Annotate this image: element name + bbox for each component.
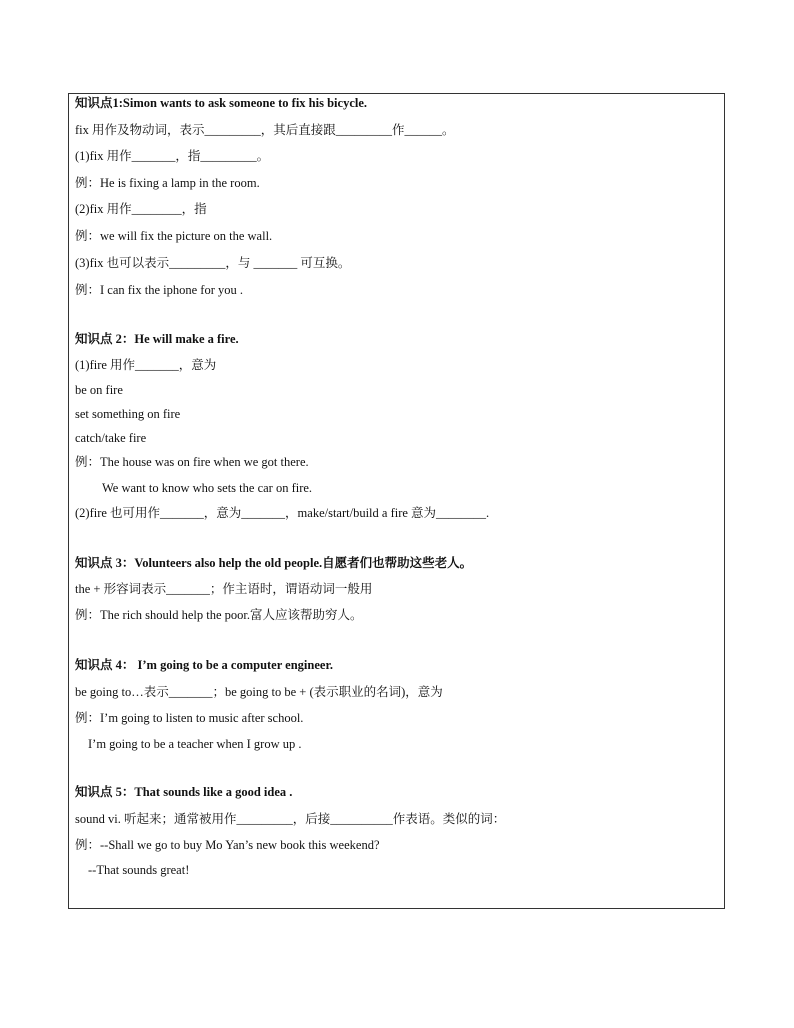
section-1-line-6: (3)fix 也可以表示_________，与 _______ 可互换。: [75, 256, 351, 270]
section-1-line-4: (2)fix 用作________，指: [75, 202, 207, 216]
section-4-heading: 知识点 4： I’m going to be a computer engineer.: [75, 658, 333, 672]
section-1-line-7: 例：I can fix the iphone for you .: [75, 283, 244, 297]
section-1-line-2: (1)fix 用作_______，指_________。: [75, 149, 270, 163]
section-5-line-3: --That sounds great!: [88, 863, 190, 877]
section-2-line-5: 例：The house was on fire when we got there.: [75, 455, 309, 469]
section-2-line-4: catch/take fire: [75, 431, 147, 445]
section-1-line-5: 例：we will fix the picture on the wall.: [75, 229, 273, 243]
section-2-heading: 知识点 2：He will make a fire.: [75, 332, 239, 346]
section-2-line-6: We want to know who sets the car on fire.: [102, 481, 313, 495]
section-2-line-3: set something on fire: [75, 407, 181, 421]
section-5-line-1: sound vi. 听起来；通常被用作_________，后接__________作表语。类似的词：: [75, 812, 506, 826]
section-4-line-3: I’m going to be a teacher when I grow up .: [88, 737, 302, 751]
section-2-line-7: (2)fire 也可用作_______，意为_______，make/start/build a fire 意为________.: [75, 506, 490, 520]
section-1-line-3: 例：He is fixing a lamp in the room.: [75, 176, 260, 190]
section-5-heading: 知识点 5：That sounds like a good idea .: [75, 785, 293, 799]
section-2-line-2: be on fire: [75, 383, 123, 397]
section-3-line-2: 例：The rich should help the poor.富人应该帮助穷人。: [75, 608, 363, 622]
section-3-heading: 知识点 3：Volunteers also help the old people.自愿者们也帮助这些老人。: [75, 556, 473, 570]
section-1-line-1: fix 用作及物动词，表示_________，其后直接跟_________作______。: [75, 123, 455, 137]
section-4-line-1: be going to…表示_______；be going to be + (表示职业的名词)，意为: [75, 685, 443, 699]
section-3-line-1: the + 形容词表示_______；作主语时，谓语动词一般用: [75, 582, 373, 596]
section-4-line-2: 例：I’m going to listen to music after school.: [75, 711, 304, 725]
section-5-line-2: 例：--Shall we go to buy Mo Yan’s new book this weekend?: [75, 838, 380, 852]
section-2-line-1: (1)fire 用作_______，意为: [75, 358, 217, 372]
section-1-heading: 知识点1:Simon wants to ask someone to fix his bicycle.: [75, 96, 368, 110]
